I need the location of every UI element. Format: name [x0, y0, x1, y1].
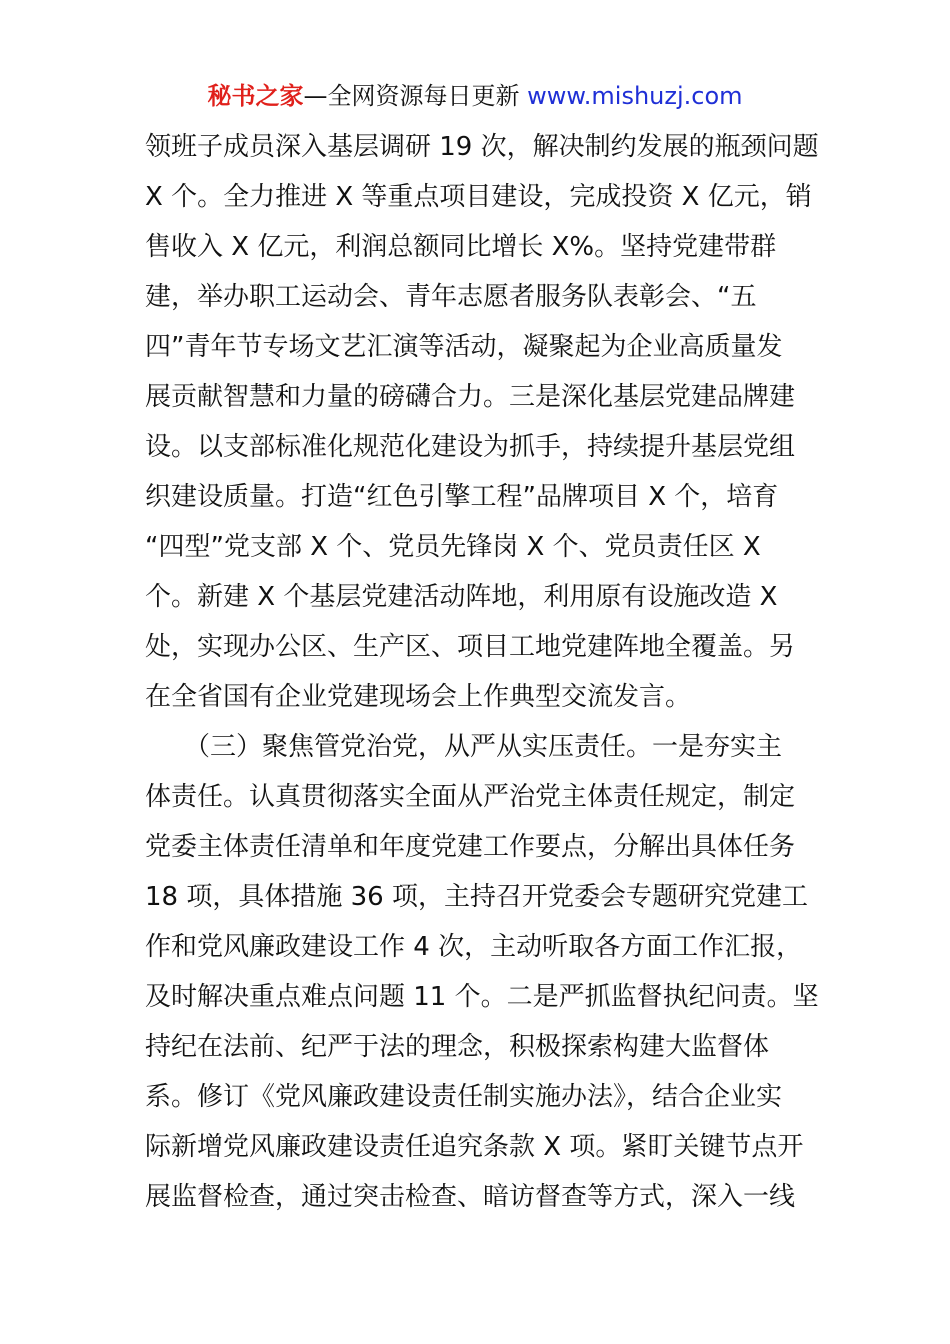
text-line: 个。新建 X 个基层党建活动阵地，利用原有设施改造 X: [145, 582, 778, 612]
site-brand: 秘书之家: [207, 82, 304, 110]
site-tagline: —全网资源每日更新: [303, 82, 528, 110]
text-line: 系。修订《党风廉政建设责任制实施办法》，结合企业实: [145, 1082, 783, 1112]
site-header: [0, 80, 950, 112]
section-heading-line: （三）聚焦管党治党，从严从实压责任。一是夯实主: [145, 732, 783, 762]
text-line: 领班子成员深入基层调研 19 次，解决制约发展的瓶颈问题: [145, 132, 819, 162]
text-line: 建，举办职工运动会、青年志愿者服务队表彰会、“五: [145, 282, 757, 312]
text-line: 展贡献智慧和力量的磅礴合力。三是深化基层党建品牌建: [145, 382, 796, 412]
text-line: X 个。全力推进 X 等重点项目建设，完成投资 X 亿元，销: [145, 182, 812, 212]
text-line: 作和党风廉政建设工作 4 次，主动听取各方面工作汇报，: [145, 932, 803, 962]
document-body: [145, 122, 819, 1222]
text-line: 设。以支部标准化规范化建设为抓手，持续提升基层党组: [145, 432, 796, 462]
text-line: 售收入 X 亿元，利润总额同比增长 X%。坚持党建带群: [145, 232, 777, 262]
text-line: 体责任。认真贯彻落实全面从严治党主体责任规定，制定: [145, 782, 796, 812]
text-line: 织建设质量。打造“红色引擎工程”品牌项目 X 个，培育: [145, 482, 779, 512]
text-line: 展监督检查，通过突击检查、暗访督查等方式，深入一线: [145, 1182, 796, 1212]
text-line: 持纪在法前、纪严于法的理念，积极探索构建大监督体: [145, 1032, 770, 1062]
text-line: “四型”党支部 X 个、党员先锋岗 X 个、党员责任区 X: [145, 532, 761, 562]
text-line: 18 项，具体措施 36 项，主持召开党委会专题研究党建工: [145, 882, 808, 912]
text-line: 及时解决重点难点问题 11 个。二是严抓监督执纪问责。坚: [145, 982, 819, 1012]
site-url-link[interactable]: www.mishuzj.com: [527, 82, 743, 110]
text-line: 四”青年节专场文艺汇演等活动，凝聚起为企业高质量发: [145, 332, 783, 362]
text-line: 际新增党风廉政建设责任追究条款 X 项。紧盯关键节点开: [145, 1132, 804, 1162]
text-line: 处，实现办公区、生产区、项目工地党建阵地全覆盖。另: [145, 632, 796, 662]
text-line: 党委主体责任清单和年度党建工作要点，分解出具体任务: [145, 832, 796, 862]
text-line: 在全省国有企业党建现场会上作典型交流发言。: [145, 682, 692, 712]
